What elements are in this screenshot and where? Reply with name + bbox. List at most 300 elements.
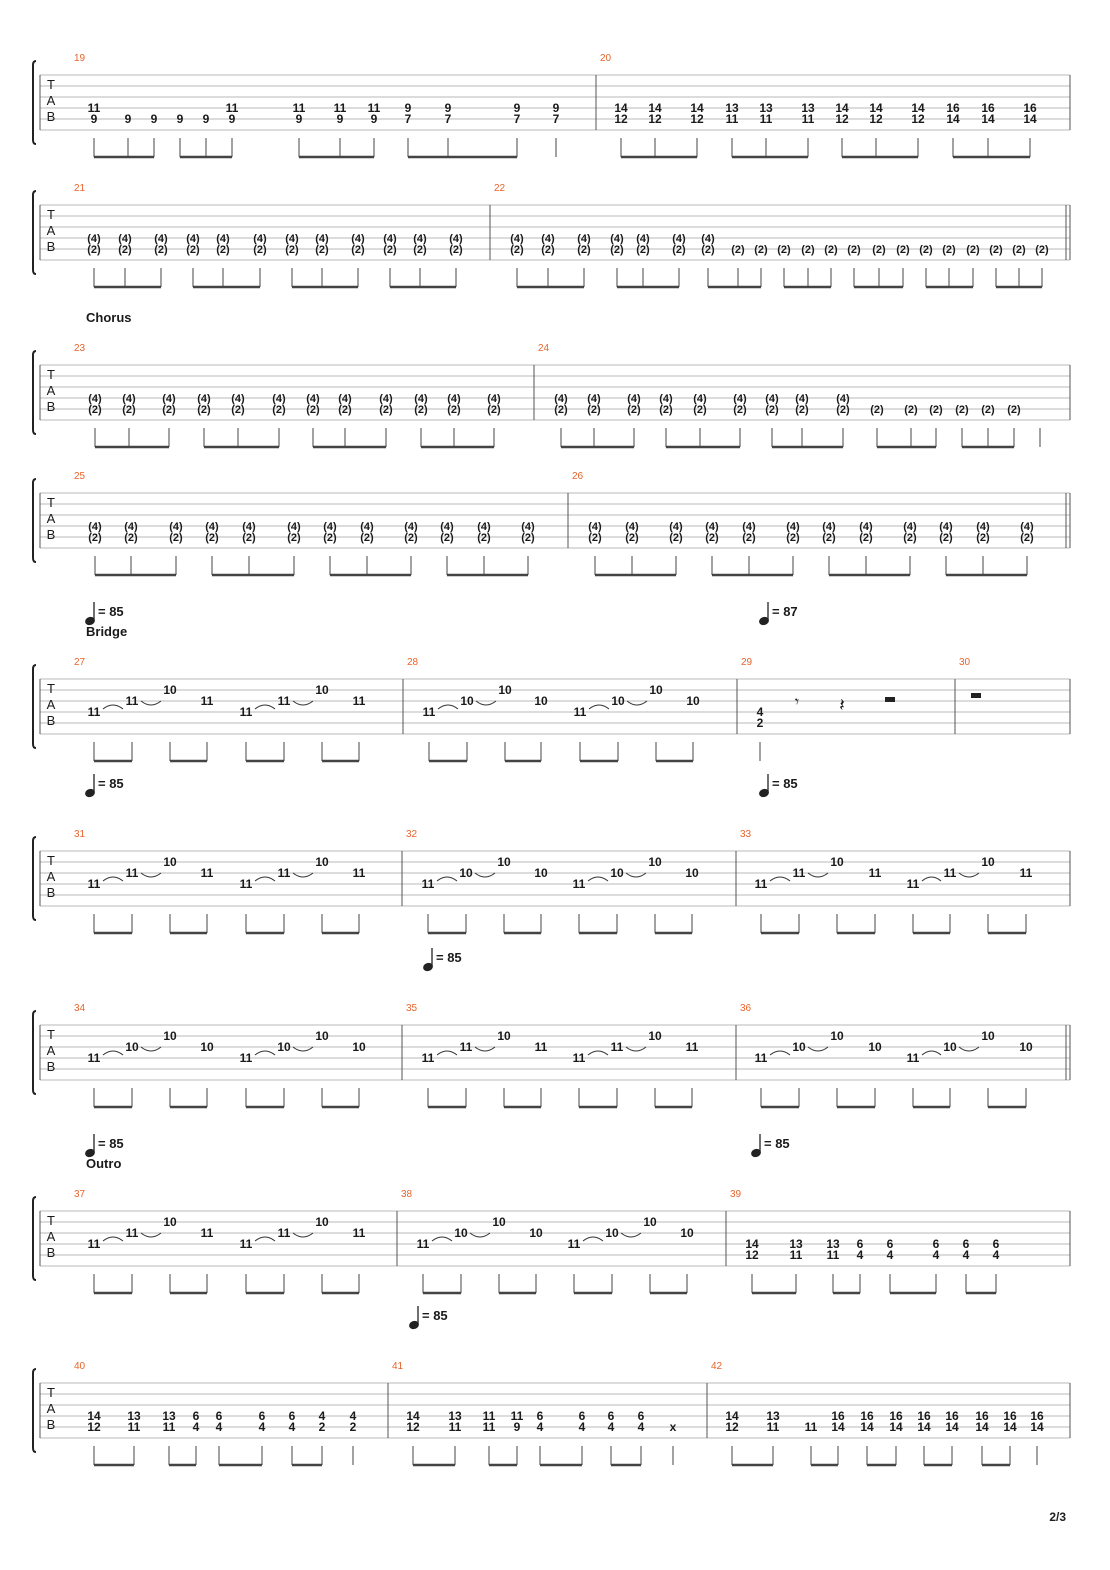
fret-number: (4) (587, 393, 601, 405)
fret-number: (2) (765, 404, 779, 416)
fret-number: (4) (636, 233, 650, 245)
fret-number: (2) (786, 532, 800, 544)
fret-number: 16 (1030, 1409, 1044, 1423)
section-label: Bridge (86, 624, 128, 639)
fret-number: (4) (693, 393, 707, 405)
fret-number: 10 (163, 1215, 177, 1229)
fret-number: 11 (200, 1226, 214, 1240)
system-bracket (33, 191, 36, 274)
fret-number: 6 (192, 1409, 200, 1423)
tab-clef-a: A (46, 869, 56, 884)
tab-clef-b: B (46, 1059, 56, 1074)
fret-number: 6 (258, 1409, 266, 1423)
tab-clef-b: B (46, 399, 56, 414)
tab-clef-a: A (46, 697, 56, 712)
fret-number: 9 (176, 112, 184, 126)
fret-number: (4) (669, 521, 683, 533)
fret-number: (2) (122, 404, 136, 416)
slur-arc (621, 1233, 641, 1237)
fret-number: 10 (685, 866, 699, 880)
measure-number: 41 (392, 1361, 404, 1372)
fret-number: 11 (801, 112, 815, 126)
slur-arc (103, 877, 123, 881)
fret-number: (4) (939, 521, 953, 533)
fret-number: (4) (124, 521, 138, 533)
fret-number: 11 (162, 1420, 176, 1434)
fret-number: (2) (659, 404, 673, 416)
fret-number: 10 (830, 1029, 844, 1043)
fret-number: (4) (118, 233, 132, 245)
tab-clef-b: B (46, 239, 56, 254)
fret-number: 11 (352, 866, 366, 880)
fret-number: 10 (648, 855, 662, 869)
measure-number: 26 (572, 471, 584, 482)
fret-number: 7 (404, 112, 412, 126)
fret-number: (2) (801, 244, 815, 256)
fret-number: (2) (989, 244, 1003, 256)
fret-number: (2) (822, 532, 836, 544)
fret-number: (2) (870, 404, 884, 416)
fret-number: (2) (554, 404, 568, 416)
fret-number: 14 (1023, 112, 1037, 126)
fret-number: 13 (759, 101, 773, 115)
fret-number: (4) (272, 393, 286, 405)
fret-number: (2) (588, 532, 602, 544)
fret-number: 7 (513, 112, 521, 126)
fret-number: (2) (360, 532, 374, 544)
fret-number: 6 (215, 1409, 223, 1423)
fret-number: (4) (383, 233, 397, 245)
fret-number: 9 (150, 112, 158, 126)
fret-number: (4) (705, 521, 719, 533)
fret-number: (4) (625, 521, 639, 533)
fret-number: (2) (88, 532, 102, 544)
fret-number: (4) (169, 521, 183, 533)
tab-clef-a: A (46, 1043, 56, 1058)
fret-number: 10 (1019, 1040, 1033, 1054)
fret-number: 9 (404, 101, 412, 115)
fret-number: (4) (554, 393, 568, 405)
fret-number: (2) (976, 532, 990, 544)
fret-number: (2) (510, 244, 524, 256)
fret-number: 13 (448, 1409, 462, 1423)
slur-arc (255, 1051, 275, 1055)
slur-arc (808, 873, 828, 877)
fret-number: 11 (87, 1237, 101, 1251)
fret-number: (4) (588, 521, 602, 533)
system-bracket (33, 1369, 36, 1452)
tab-clef-b: B (46, 527, 56, 542)
fret-number: 11 (534, 1040, 548, 1054)
slur-arc (770, 877, 790, 881)
system-bracket (33, 61, 36, 144)
fret-number: 14 (614, 101, 628, 115)
fret-number: (2) (754, 244, 768, 256)
slur-arc (141, 1047, 161, 1051)
fret-number: 4 (962, 1248, 970, 1262)
slur-arc (626, 1047, 646, 1051)
fret-number: 12 (87, 1420, 101, 1434)
fret-number: 10 (163, 683, 177, 697)
fret-number: (2) (154, 244, 168, 256)
fret-number: 11 (239, 877, 253, 891)
fret-number: 10 (459, 866, 473, 880)
quarter-rest-icon: 𝄽 (839, 695, 845, 715)
slur-arc (922, 877, 941, 881)
fret-number: (2) (487, 404, 501, 416)
tab-clef-t: T (47, 1213, 55, 1228)
tempo-marking: = 85 (98, 776, 124, 791)
measure-number: 30 (959, 657, 971, 668)
fret-number: 14 (648, 101, 662, 115)
fret-number: 11 (804, 1420, 818, 1434)
tab-clef-a: A (46, 1229, 56, 1244)
measure-number: 36 (740, 1003, 752, 1014)
fret-number: 11 (943, 866, 957, 880)
fret-number: (2) (253, 244, 267, 256)
fret-number: 4 (288, 1420, 296, 1434)
fret-number: (4) (795, 393, 809, 405)
fret-number: 11 (759, 112, 773, 126)
fret-number: 9 (336, 112, 344, 126)
fret-number: 6 (536, 1409, 544, 1423)
fret-number: (4) (88, 521, 102, 533)
slur-arc (255, 705, 275, 709)
fret-number: (2) (731, 244, 745, 256)
fret-number: (2) (162, 404, 176, 416)
tab-clef-b: B (46, 1245, 56, 1260)
fret-number: (2) (929, 404, 943, 416)
fret-number: 11 (127, 1420, 141, 1434)
tab-clef-a: A (46, 1401, 56, 1416)
fret-number: 16 (946, 101, 960, 115)
tab-clef-a: A (46, 93, 56, 108)
tempo-marking: = 85 (422, 1308, 448, 1323)
fret-number: 14 (946, 112, 960, 126)
tab-system (33, 1306, 1070, 1465)
slur-arc (437, 877, 457, 881)
fret-number: 10 (352, 1040, 366, 1054)
fret-number: 11 (482, 1420, 496, 1434)
fret-number: 9 (552, 101, 560, 115)
fret-number: 11 (685, 1040, 699, 1054)
slur-arc (141, 1233, 161, 1237)
fret-number: (2) (903, 532, 917, 544)
fret-number: (4) (541, 233, 555, 245)
fret-number: 12 (614, 112, 628, 126)
fret-number: 11 (239, 705, 253, 719)
fret-number: (4) (610, 233, 624, 245)
fret-number: (4) (521, 521, 535, 533)
fret-number: (4) (786, 521, 800, 533)
fret-number: 11 (754, 877, 768, 891)
measure-number: 40 (74, 1361, 86, 1372)
fret-number: (2) (872, 244, 886, 256)
fret-number: (2) (693, 404, 707, 416)
fret-number: 10 (315, 855, 329, 869)
system-bracket (33, 665, 36, 748)
fret-number: (2) (966, 244, 980, 256)
fret-number: (4) (231, 393, 245, 405)
fret-number: 10 (315, 1029, 329, 1043)
fret-number: 11 (87, 1051, 101, 1065)
measure-number: 23 (74, 343, 86, 354)
fret-number: 11 (766, 1420, 780, 1434)
fret-number: (4) (122, 393, 136, 405)
fret-number: 14 (917, 1420, 931, 1434)
fret-number: 11 (277, 866, 291, 880)
fret-number: 4 (932, 1248, 940, 1262)
fret-number: 11 (125, 866, 139, 880)
fret-number: (2) (413, 244, 427, 256)
fret-number: 12 (648, 112, 662, 126)
fret-number: 10 (497, 855, 511, 869)
system-bracket (33, 1197, 36, 1280)
fret-number: 14 (869, 101, 883, 115)
fret-number: 10 (497, 1029, 511, 1043)
slur-arc (432, 1237, 452, 1241)
fret-number: 16 (975, 1409, 989, 1423)
systems-layer (33, 53, 1070, 1465)
fret-number: 11 (292, 101, 306, 115)
fret-number: (2) (449, 244, 463, 256)
fret-number: 11 (792, 866, 806, 880)
fret-number: (4) (627, 393, 641, 405)
fret-number: 9 (124, 112, 132, 126)
fret-number: 10 (163, 855, 177, 869)
fret-number: 14 (690, 101, 704, 115)
fret-number: (2) (521, 532, 535, 544)
fret-number: 10 (686, 694, 700, 708)
fret-number: 16 (945, 1409, 959, 1423)
fret-number: 14 (831, 1420, 845, 1434)
fret-number: (2) (231, 404, 245, 416)
fret-number: (4) (404, 521, 418, 533)
fret-number: 4 (192, 1420, 200, 1434)
fret-number: (2) (824, 244, 838, 256)
fret-number: (4) (903, 521, 917, 533)
fret-number: 6 (962, 1237, 970, 1251)
fret-number: 11 (567, 1237, 581, 1251)
fret-number: (2) (379, 404, 393, 416)
fret-number: 10 (981, 855, 995, 869)
tab-clef-a: A (46, 511, 56, 526)
fret-number: (2) (777, 244, 791, 256)
fret-number: 6 (288, 1409, 296, 1423)
fret-number: 4 (349, 1409, 357, 1423)
fret-number: (4) (733, 393, 747, 405)
fret-number: 11 (448, 1420, 462, 1434)
fret-number: 14 (745, 1237, 759, 1251)
fret-number: (2) (577, 244, 591, 256)
fret-number: (2) (338, 404, 352, 416)
slur-arc (255, 1237, 275, 1241)
fret-number: 16 (860, 1409, 874, 1423)
fret-number: (2) (447, 404, 461, 416)
fret-number: 14 (87, 1409, 101, 1423)
fret-number: (2) (627, 404, 641, 416)
fret-number: 13 (162, 1409, 176, 1423)
fret-number: 10 (792, 1040, 806, 1054)
slur-arc (103, 1051, 123, 1055)
fret-number: 11 (572, 1051, 586, 1065)
slur-arc (476, 701, 496, 705)
fret-number: 16 (917, 1409, 931, 1423)
measure-number: 38 (401, 1189, 413, 1200)
fret-number: 4 (992, 1248, 1000, 1262)
fret-number: 14 (406, 1409, 420, 1423)
slur-arc (589, 705, 609, 709)
slur-arc (808, 1047, 828, 1051)
fret-number: (4) (659, 393, 673, 405)
fret-number: (4) (360, 521, 374, 533)
fret-number: 11 (459, 1040, 473, 1054)
tab-clef-b: B (46, 713, 56, 728)
fret-number: (2) (404, 532, 418, 544)
fret-number: 6 (886, 1237, 894, 1251)
fret-number: (2) (981, 404, 995, 416)
tab-clef-t: T (47, 681, 55, 696)
fret-number: 14 (911, 101, 925, 115)
fret-number: (4) (836, 393, 850, 405)
fret-number: 10 (529, 1226, 543, 1240)
fret-number: 9 (202, 112, 210, 126)
fret-number: 11 (789, 1248, 803, 1262)
fret-number: (4) (186, 233, 200, 245)
fret-number: (4) (306, 393, 320, 405)
tab-system (33, 602, 1070, 761)
fret-number: 11 (125, 694, 139, 708)
fret-number: 10 (498, 683, 512, 697)
slur-arc (293, 1233, 313, 1237)
fret-number: 6 (932, 1237, 940, 1251)
fret-number: 4 (856, 1248, 864, 1262)
measure-number: 39 (730, 1189, 742, 1200)
fret-number: (2) (836, 404, 850, 416)
slur-arc (475, 873, 495, 877)
measure-number: 29 (741, 657, 753, 668)
fret-number: (4) (440, 521, 454, 533)
fret-number: (4) (216, 233, 230, 245)
fret-number: 6 (578, 1409, 586, 1423)
fret-number: 11 (239, 1237, 253, 1251)
measure-number: 35 (406, 1003, 418, 1014)
fret-number: 10 (315, 683, 329, 697)
tab-clef-t: T (47, 367, 55, 382)
fret-number: 10 (454, 1226, 468, 1240)
fret-number: 12 (406, 1420, 420, 1434)
fret-number: 12 (725, 1420, 739, 1434)
fret-number: (2) (272, 404, 286, 416)
fret-number: (2) (88, 404, 102, 416)
tab-clef-t: T (47, 495, 55, 510)
fret-number: 11 (906, 877, 920, 891)
tab-clef-b: B (46, 1417, 56, 1432)
fret-number: 11 (352, 694, 366, 708)
fret-number: 14 (860, 1420, 874, 1434)
fret-number: 10 (868, 1040, 882, 1054)
tab-system (33, 1134, 1070, 1293)
fret-number: (2) (705, 532, 719, 544)
slur-arc (588, 1051, 608, 1055)
fret-number: 10 (277, 1040, 291, 1054)
fret-number: 10 (460, 694, 474, 708)
section-label: Outro (86, 1156, 122, 1171)
fret-number: (2) (287, 532, 301, 544)
fret-number: 10 (315, 1215, 329, 1229)
fret-number: (2) (955, 404, 969, 416)
slur-arc (770, 1051, 790, 1055)
fret-number: (2) (896, 244, 910, 256)
fret-number: 16 (981, 101, 995, 115)
fret-number: 11 (868, 866, 882, 880)
fret-number: (4) (859, 521, 873, 533)
slur-arc (293, 873, 313, 877)
fret-number: 4 (215, 1420, 223, 1434)
slur-arc (293, 1047, 313, 1051)
section-label: Chorus (86, 310, 132, 325)
tab-clef-a: A (46, 383, 56, 398)
tempo-marking: = 85 (772, 776, 798, 791)
fret-number: 10 (534, 866, 548, 880)
tempo-marking: = 85 (98, 1136, 124, 1151)
fret-number: 10 (830, 855, 844, 869)
whole-rest-icon (971, 693, 981, 698)
slur-arc (959, 1047, 979, 1051)
fret-number: (2) (669, 532, 683, 544)
slur-arc (475, 1047, 495, 1051)
system-bracket (33, 351, 36, 434)
fret-number: (2) (587, 404, 601, 416)
fret-number: (2) (186, 244, 200, 256)
fret-number: 4 (886, 1248, 894, 1262)
fret-number: (2) (1012, 244, 1026, 256)
fret-number: (4) (242, 521, 256, 533)
fret-number: 11 (225, 101, 239, 115)
fret-number: (4) (477, 521, 491, 533)
half-rest-icon (885, 697, 895, 702)
fret-number: (2) (733, 404, 747, 416)
fret-number: 13 (766, 1409, 780, 1423)
fret-number: (4) (197, 393, 211, 405)
fret-number: 13 (127, 1409, 141, 1423)
system-bracket (33, 1011, 36, 1094)
fret-number: 9 (513, 1420, 521, 1434)
measure-number: 24 (538, 343, 550, 354)
fret-number: (4) (701, 233, 715, 245)
fret-number: 14 (945, 1420, 959, 1434)
eighth-rest-icon: 𝄾 (794, 694, 800, 711)
fret-number: 14 (725, 1409, 739, 1423)
fret-number: 7 (444, 112, 452, 126)
measure-number: 19 (74, 53, 86, 64)
fret-number: 4 (637, 1420, 645, 1434)
fret-number: 12 (835, 112, 849, 126)
fret-number: (4) (379, 393, 393, 405)
slur-arc (626, 873, 646, 877)
fret-number: 11 (421, 877, 435, 891)
fret-number: (2) (847, 244, 861, 256)
fret-number: (2) (625, 532, 639, 544)
fret-number: 12 (745, 1248, 759, 1262)
fret-number: (2) (197, 404, 211, 416)
slur-arc (141, 873, 161, 877)
slur-arc (588, 877, 608, 881)
slur-arc (103, 1237, 123, 1241)
fret-number: 6 (856, 1237, 864, 1251)
fret-number: (4) (287, 521, 301, 533)
fret-number: (2) (124, 532, 138, 544)
